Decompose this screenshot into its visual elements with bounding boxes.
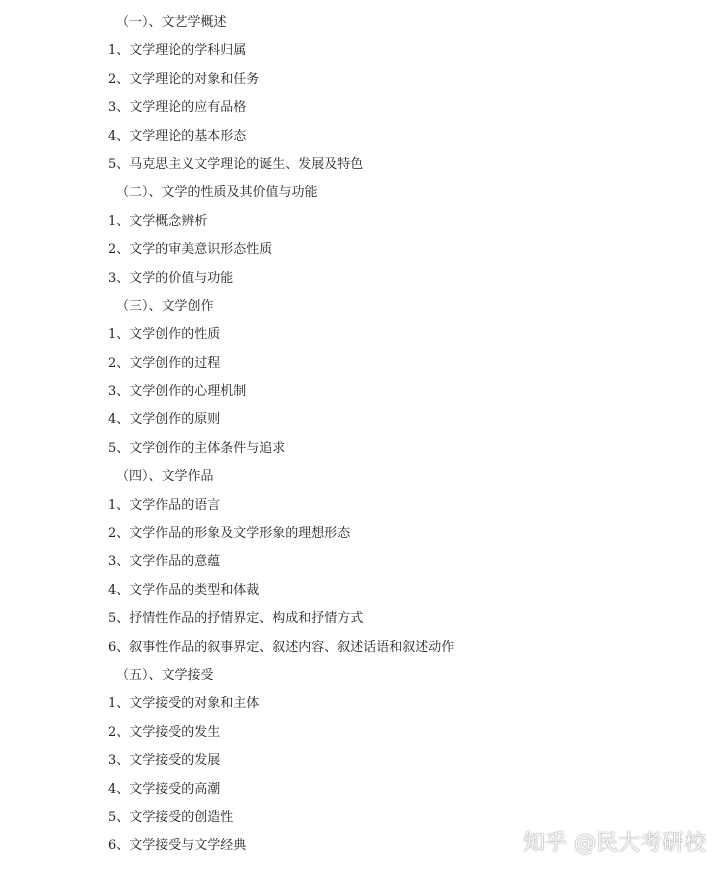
outline-list (0, 9, 720, 861)
list-item: 4、文学接受的高潮 (108, 781, 221, 797)
section-heading: （四）、文学作品 (116, 469, 214, 485)
list-item: 2、文学的审美意识形态性质 (108, 242, 273, 258)
list-item: 1、文学创作的性质 (108, 327, 221, 343)
list-item: 2、文学接受的发生 (108, 724, 221, 740)
list-item: 2、文学创作的过程 (108, 355, 221, 371)
list-item: 3、文学作品的意蕴 (108, 554, 221, 570)
list-item: 6、文学接受与文学经典 (108, 838, 247, 854)
list-item: 5、文学接受的创造性 (108, 809, 234, 825)
list-item: 3、文学接受的发展 (108, 753, 221, 769)
list-item: 4、文学创作的原则 (108, 412, 221, 428)
zhihu-watermark: 知乎 @民大考研校 (523, 831, 706, 856)
list-item: 3、文学创作的心理机制 (108, 384, 247, 400)
list-item: 6、叙事性作品的叙事界定、叙述内容、叙述话语和叙述动作 (108, 639, 455, 655)
list-item: 1、文学概念辨析 (108, 213, 208, 229)
list-item: 3、文学的价值与功能 (108, 270, 234, 286)
list-item: 5、抒情性作品的抒情界定、构成和抒情方式 (108, 611, 364, 627)
section-heading: （一）、文艺学概述 (116, 15, 227, 30)
list-item: 1、文学接受的对象和主体 (108, 696, 260, 712)
list-item: 4、文学理论的基本形态 (108, 128, 247, 144)
list-item: 1、文学理论的学科归属 (108, 43, 247, 59)
section-heading: （二）、文学的性质及其价值与功能 (116, 185, 318, 201)
list-item: 3、文学理论的应有品格 (108, 100, 247, 116)
section-heading: （三）、文学创作 (116, 298, 214, 314)
list-item: 2、文学理论的对象和任务 (108, 71, 260, 87)
list-item: 4、文学作品的类型和体裁 (108, 582, 260, 598)
section-heading: （五）、文学接受 (116, 667, 214, 683)
list-item: 5、文学创作的主体条件与追求 (108, 440, 286, 456)
list-item: 2、文学作品的形象及文学形象的理想形态 (108, 526, 351, 542)
list-item: 1、文学作品的语言 (108, 497, 221, 513)
list-item: 5、马克思主义文学理论的诞生、发展及特色 (108, 156, 364, 172)
